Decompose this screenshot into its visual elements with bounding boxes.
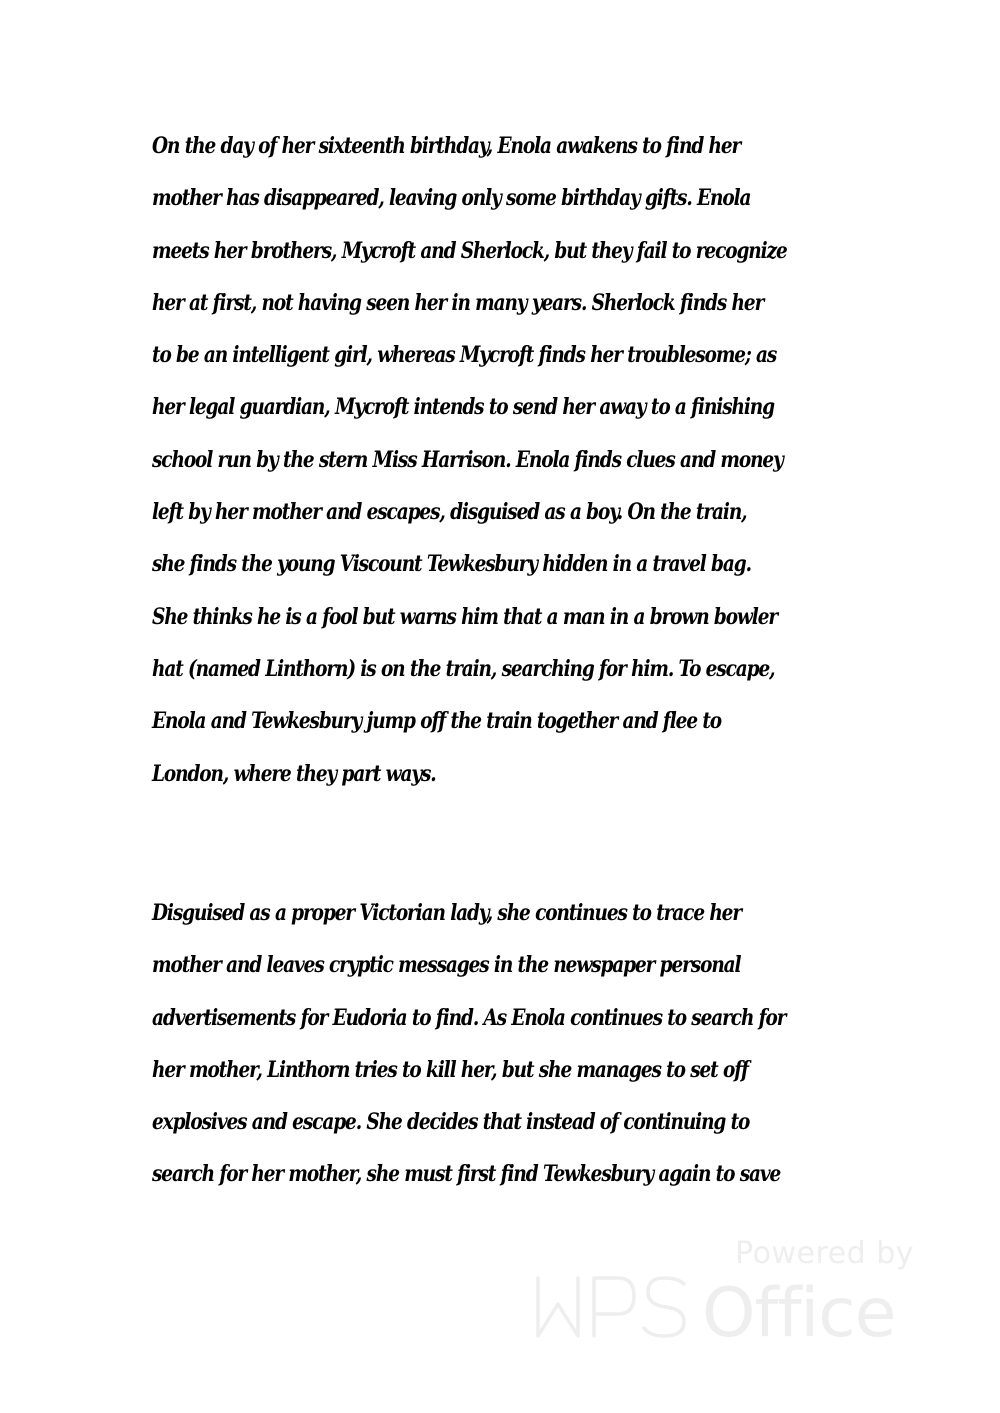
text-line: school run by the stern Miss Harrison. Enola finds clues and money	[152, 446, 783, 473]
text-line: explosives and escape. She decides that instead of continuing to	[152, 1109, 750, 1136]
paragraph-2	[152, 887, 862, 1201]
text-line: to be an intelligent girl, whereas Mycroft finds her troublesome; as	[152, 342, 777, 369]
paragraph-1	[152, 120, 862, 800]
text-line: advertisements for Eudoria to find. As Enola continues to search for	[152, 1004, 786, 1031]
wps-office-watermark	[534, 1236, 914, 1346]
text-line: On the day of her sixteenth birthday, Enola awakens to find her	[152, 133, 741, 159]
text-line: She thinks he is a fool but warns him that a man in a brown bowler	[152, 603, 778, 630]
text-line: she finds the young Viscount Tewkesbury hidden in a travel bag.	[152, 551, 751, 578]
text-line: her mother, Linthorn tries to kill her, but she manages to set off	[152, 1056, 748, 1083]
text-line: search for her mother, she must first find Tewkesbury again to save	[152, 1161, 781, 1188]
text-line: Enola and Tewkesbury jump off the train together and flee to	[152, 708, 722, 735]
text-line: left by her mother and escapes, disguised as a boy. On the train,	[152, 499, 747, 526]
text-line: London, where they part ways.	[152, 760, 436, 787]
watermark-powered-by: Powered by	[735, 1236, 914, 1271]
text-line: her at first, not having seen her in many years. Sherlock finds her	[152, 289, 764, 316]
text-line: her legal guardian, Mycroft intends to send her away to a finishing	[152, 394, 774, 421]
text-line: Disguised as a proper Victorian lady, she continues to trace her	[152, 900, 741, 926]
text-line: meets her brothers, Mycroft and Sherlock, but they fail to recognize	[152, 237, 787, 264]
text-line: mother and leaves cryptic messages in the newspaper personal	[152, 952, 741, 979]
watermark-office-text: Office	[702, 1274, 896, 1344]
text-line: mother has disappeared, leaving only some birthday gifts. Enola	[152, 185, 751, 212]
text-line: hat (named Linthorn) is on the train, searching for him. To escape,	[152, 655, 775, 682]
wps-office-logo	[534, 1270, 914, 1344]
